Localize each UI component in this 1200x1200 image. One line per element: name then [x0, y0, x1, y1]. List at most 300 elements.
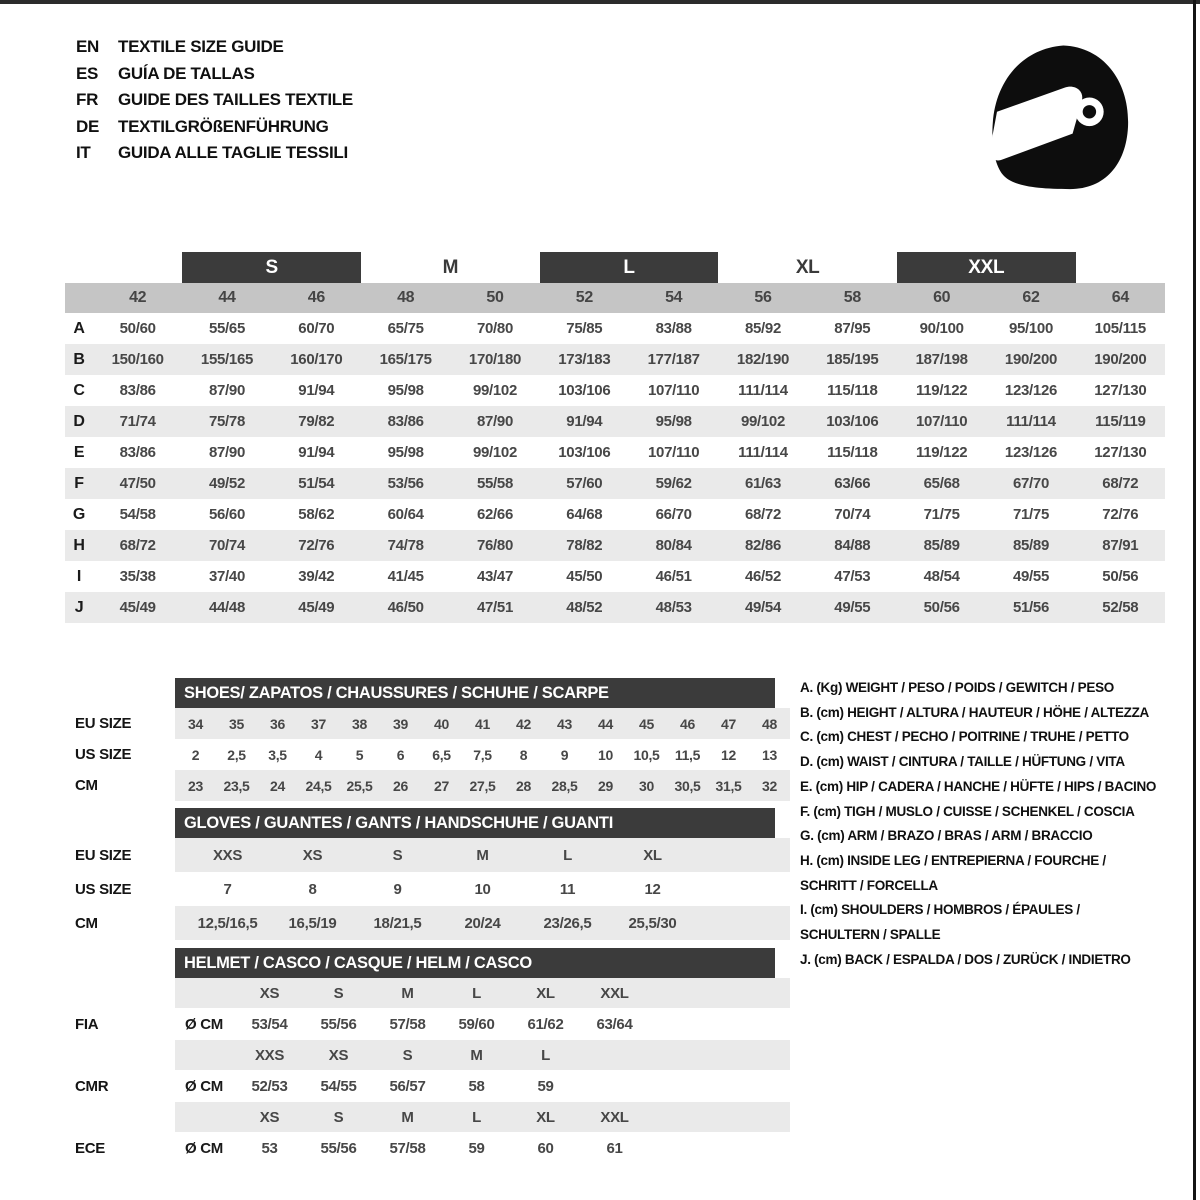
size-column-header: 60 — [933, 289, 951, 306]
size-column-header: 56 — [754, 289, 772, 306]
size-value: 16,5/19 — [288, 914, 337, 932]
helmet-size-value — [580, 1070, 649, 1102]
measurement-value: 61/63 — [744, 475, 782, 492]
helmet-size-label: S — [333, 1108, 344, 1126]
helmet-size-value: 56/57 — [389, 1077, 426, 1095]
table-row — [65, 344, 1165, 375]
size-value: XS — [302, 846, 323, 864]
row-values — [175, 1132, 790, 1164]
row-strip — [175, 708, 790, 739]
measurement-value: 71/75 — [923, 506, 960, 523]
row-key: D — [73, 412, 85, 430]
measurement-value: 37/40 — [208, 568, 246, 585]
helmet-size-label: L — [541, 1046, 550, 1064]
legend-line: B. (cm) HEIGHT / ALTURA / HAUTEUR / HÖHE / ALTEZZA — [800, 704, 1149, 720]
size-group-label: S — [182, 252, 361, 283]
measurement-value: 127/130 — [1094, 444, 1147, 461]
table-row — [65, 313, 1165, 344]
helmet-size-value: 53/54 — [251, 1015, 288, 1033]
row-key: G — [72, 505, 86, 523]
size-value: 10 — [474, 880, 491, 898]
size-group-label: L — [540, 252, 719, 283]
row-label: US SIZE — [75, 746, 132, 763]
size-value: 24 — [270, 777, 285, 794]
size-value: 32 — [762, 777, 777, 794]
measurement-value: 170/180 — [468, 351, 522, 368]
size-value: 46 — [680, 715, 695, 732]
size-value: 47 — [721, 715, 736, 732]
language-row — [76, 34, 353, 61]
size-value: 31,5 — [715, 777, 742, 794]
corner-spacer — [65, 283, 93, 313]
measurement-value: 49/54 — [744, 599, 782, 616]
measurement-value: 49/55 — [1012, 568, 1050, 585]
size-column-header: 52 — [575, 289, 593, 306]
row-key: C — [73, 381, 85, 399]
row-strip — [175, 770, 790, 801]
measurement-value: 76/80 — [476, 537, 514, 554]
row-values — [175, 1102, 790, 1132]
legend-line: SCHULTERN / SPALLE — [800, 927, 941, 943]
language-title-list — [76, 34, 353, 167]
row-values — [175, 872, 790, 906]
size-value: L — [563, 846, 572, 864]
measurement-value: 103/106 — [558, 382, 611, 399]
measurement-value: 99/102 — [472, 444, 518, 461]
measurement-value: 115/118 — [827, 444, 878, 461]
table-row — [65, 468, 1165, 499]
helmet-size-header-row — [65, 978, 1200, 1008]
size-group-header-row — [65, 252, 1165, 283]
legend-line: G. (cm) ARM / BRAZO / BRAS / ARM / BRACCIO — [800, 828, 1093, 844]
legend-line: C. (cm) CHEST / PECHO / POITRINE / TRUHE / PETTO — [800, 729, 1129, 745]
helmet-size-label: S — [333, 984, 344, 1002]
size-value: 42 — [516, 715, 531, 732]
size-value: 40 — [434, 715, 449, 732]
size-value: 6,5 — [432, 746, 451, 763]
size-value: 12 — [644, 880, 661, 898]
language-title: GUIDE DES TAILLES TEXTILE — [118, 90, 353, 110]
size-value: 37 — [311, 715, 326, 732]
size-value: 23/26,5 — [543, 914, 592, 932]
size-column-header: 64 — [1111, 289, 1129, 306]
measurement-value: 70/74 — [834, 506, 871, 523]
size-value: 27,5 — [469, 777, 496, 794]
measurement-value: 90/100 — [919, 320, 964, 337]
row-strip — [175, 1132, 790, 1164]
measurement-value: 91/94 — [298, 382, 335, 399]
size-value: 12 — [721, 746, 736, 763]
row-label: CM — [75, 777, 98, 794]
helmet-size-value: 57/58 — [389, 1139, 426, 1157]
size-value: 24,5 — [305, 777, 332, 794]
spacer — [175, 978, 235, 1008]
size-value: XL — [643, 846, 662, 864]
size-value: 43 — [557, 715, 572, 732]
size-value: 7,5 — [473, 746, 492, 763]
size-column-header: 46 — [307, 289, 325, 306]
measurement-value: 95/98 — [387, 444, 424, 461]
size-value: 35 — [229, 715, 244, 732]
helmet-size-label: XS — [259, 984, 280, 1002]
language-code: FR — [76, 90, 99, 110]
measurement-value: 62/66 — [476, 506, 514, 523]
helmet-size-label: XL — [536, 984, 555, 1002]
measurement-value: 55/58 — [476, 475, 514, 492]
legend-line: D. (cm) WAIST / CINTURA / TAILLE / HÜFTUNG / VITA — [800, 754, 1125, 770]
size-value: 10,5 — [633, 746, 660, 763]
textile-size-table — [65, 252, 1165, 623]
measurement-value: 99/102 — [472, 382, 518, 399]
numeric-size-header-row — [65, 283, 1165, 313]
measurement-value: 41/45 — [387, 568, 424, 585]
size-value: 38 — [352, 715, 367, 732]
measurement-value: 47/53 — [834, 568, 871, 585]
row-key: H — [73, 536, 85, 554]
measurement-value: 53/56 — [387, 475, 424, 492]
helmet-size-label: XS — [328, 1046, 349, 1064]
size-column-header: 62 — [1022, 289, 1040, 306]
row-values — [175, 1008, 790, 1040]
row-strip — [175, 906, 790, 940]
language-row — [76, 114, 353, 141]
measurement-value: 111/114 — [1006, 413, 1056, 430]
size-value: 25,5 — [346, 777, 373, 794]
size-value: 41 — [475, 715, 490, 732]
standard-label: FIA — [75, 1015, 99, 1033]
measurement-value: 39/42 — [298, 568, 335, 585]
size-column-header: 54 — [665, 289, 683, 306]
row-strip — [175, 838, 790, 872]
helmet-size-label: M — [470, 1046, 483, 1064]
size-column-header: 50 — [486, 289, 504, 306]
measurement-value: 49/52 — [208, 475, 246, 492]
measurement-value: 47/50 — [119, 475, 156, 492]
helmet-size-label: M — [401, 984, 414, 1002]
row-strip — [175, 1102, 790, 1132]
row-label: CM — [75, 914, 98, 932]
size-value: 27 — [434, 777, 449, 794]
helmet-size-value: 59/60 — [458, 1015, 495, 1033]
helmet-size-label: L — [472, 984, 481, 1002]
size-value: 4 — [314, 746, 323, 763]
size-value: 5 — [355, 746, 364, 763]
measurement-value: 107/110 — [648, 382, 700, 399]
measurement-value: 185/195 — [826, 351, 879, 368]
measurement-value: 83/86 — [119, 382, 156, 399]
size-value: 12,5/16,5 — [197, 914, 258, 932]
measurement-legend — [800, 676, 1200, 972]
size-value: 30 — [639, 777, 654, 794]
size-group-label: M — [442, 256, 459, 278]
measurement-value: 150/160 — [111, 351, 164, 368]
helmet-size-value: 58 — [468, 1077, 485, 1095]
size-value: 29 — [598, 777, 613, 794]
measurement-value: 75/85 — [566, 320, 603, 337]
size-value: 36 — [270, 715, 285, 732]
measurement-value: 48/53 — [655, 599, 692, 616]
measurement-value: 111/114 — [738, 444, 788, 461]
measurement-value: 177/187 — [647, 351, 700, 368]
measurement-value: 57/60 — [566, 475, 603, 492]
measurement-value: 155/165 — [200, 351, 254, 368]
table-row — [65, 592, 1165, 623]
legend-line: SCHRITT / FORCELLA — [800, 877, 938, 893]
measurement-value: 95/100 — [1008, 320, 1054, 337]
measurement-value: 80/84 — [655, 537, 692, 554]
helmet-size-value: 61/62 — [527, 1015, 564, 1033]
helmet-size-table — [65, 948, 1200, 1164]
size-value: 11,5 — [674, 746, 701, 763]
helmet-table-title-bar — [175, 948, 775, 978]
language-code: IT — [76, 143, 91, 163]
measurement-value: 60/70 — [298, 320, 335, 337]
size-value: 28 — [516, 777, 531, 794]
size-value: 7 — [223, 880, 232, 898]
measurement-value: 182/190 — [736, 351, 790, 368]
language-code: EN — [76, 37, 100, 57]
measurement-value: 190/200 — [1094, 351, 1147, 368]
table-row — [65, 375, 1165, 406]
legend-line: I. (cm) SHOULDERS / HOMBROS / ÉPAULES / — [800, 902, 1080, 918]
size-value: 13 — [762, 746, 777, 763]
measurement-value: 48/54 — [923, 568, 960, 585]
row-key: A — [73, 319, 85, 337]
helmet-size-label: S — [402, 1046, 413, 1064]
helmet-size-label: XS — [259, 1108, 280, 1126]
size-value: 45 — [639, 715, 654, 732]
measurement-rows — [65, 313, 1165, 623]
helmet-size-value: 52/53 — [251, 1077, 288, 1095]
size-value: 48 — [762, 715, 777, 732]
measurement-value: 115/118 — [827, 382, 878, 399]
measurement-value: 119/122 — [916, 382, 968, 399]
language-row — [76, 61, 353, 88]
row-label: EU SIZE — [75, 715, 132, 732]
measurement-value: 115/119 — [1095, 413, 1146, 430]
language-code: ES — [76, 63, 99, 83]
row-label: EU SIZE — [75, 846, 132, 864]
measurement-value: 91/94 — [566, 413, 603, 430]
size-value: 2 — [191, 746, 200, 763]
legend-line: A. (Kg) WEIGHT / PESO / POIDS / GEWITCH / PESO — [800, 680, 1114, 695]
size-value: 3,5 — [268, 746, 287, 763]
gloves-table-title: GLOVES / GUANTES / GANTS / HANDSCHUHE / GUANTI — [184, 813, 613, 832]
measurement-value: 83/86 — [119, 444, 156, 461]
row-values — [175, 708, 790, 739]
measurement-value: 50/60 — [119, 320, 156, 337]
measurement-value: 160/170 — [290, 351, 343, 368]
measurement-value: 65/75 — [387, 320, 424, 337]
measurement-value: 95/98 — [387, 382, 424, 399]
standard-label: ECE — [75, 1139, 105, 1157]
measurement-value: 83/86 — [387, 413, 424, 430]
measurement-value: 123/126 — [1004, 382, 1058, 399]
row-values — [175, 838, 790, 872]
racing-helmet-icon — [976, 30, 1144, 207]
helmet-size-value: 60 — [537, 1139, 554, 1157]
row-strip — [175, 872, 790, 906]
size-value: 20/24 — [464, 914, 501, 932]
size-value: 39 — [393, 715, 408, 732]
measurement-value: 51/56 — [1012, 599, 1050, 616]
measurement-value: 46/50 — [387, 599, 424, 616]
measurement-value: 43/47 — [476, 568, 514, 585]
measurement-value: 71/75 — [1012, 506, 1050, 523]
measurement-value: 82/86 — [744, 537, 782, 554]
measurement-value: 84/88 — [834, 537, 871, 554]
measurement-value: 70/80 — [476, 320, 514, 337]
helmet-size-label: XXL — [600, 984, 629, 1002]
row-values — [175, 1040, 790, 1070]
helmet-value-row — [65, 1132, 1200, 1164]
size-value: 28,5 — [551, 777, 578, 794]
row-strip — [175, 1040, 790, 1070]
measurement-value: 68/72 — [1102, 475, 1139, 492]
top-border-line — [0, 0, 1200, 4]
helmet-size-value: 59 — [537, 1077, 554, 1095]
measurement-value: 55/65 — [208, 320, 246, 337]
measurement-value: 107/110 — [916, 413, 968, 430]
row-values — [175, 1070, 790, 1102]
measurement-value: 54/58 — [119, 506, 156, 523]
row-label: US SIZE — [75, 880, 132, 898]
helmet-size-value: 54/55 — [320, 1077, 357, 1095]
measurement-value: 65/68 — [923, 475, 960, 492]
measurement-value: 45/49 — [298, 599, 335, 616]
measurement-value: 44/48 — [208, 599, 246, 616]
language-title: GUÍA DE TALLAS — [118, 63, 255, 83]
size-value: 9 — [560, 746, 569, 763]
measurement-value: 59/62 — [655, 475, 692, 492]
measurement-value: 87/90 — [208, 382, 246, 399]
measurement-value: 111/114 — [738, 382, 788, 399]
gloves-table-title-bar — [175, 808, 775, 838]
measurement-value: 68/72 — [744, 506, 782, 523]
measurement-value: 35/38 — [119, 568, 156, 585]
row-strip — [175, 978, 790, 1008]
row-strip — [175, 1008, 790, 1040]
measurement-value: 87/90 — [476, 413, 514, 430]
helmet-size-label: M — [401, 1108, 414, 1126]
size-value: XXS — [212, 846, 243, 864]
measurement-value: 52/58 — [1102, 599, 1139, 616]
helmet-value-row — [65, 1070, 1200, 1102]
measurement-value: 87/91 — [1102, 537, 1139, 554]
size-value: S — [392, 846, 403, 864]
unit-label: Ø CM — [185, 1139, 223, 1157]
measurement-value: 60/64 — [387, 506, 424, 523]
helmet-size-label: XXL — [600, 1108, 629, 1126]
measurement-value: 95/98 — [655, 413, 692, 430]
size-value: M — [476, 846, 489, 864]
helmet-size-label: XXS — [254, 1046, 285, 1064]
legend-line: E. (cm) HIP / CADERA / HANCHE / HÜFTE / HIPS / BACINO — [800, 778, 1157, 794]
measurement-value: 103/106 — [558, 444, 611, 461]
measurement-value: 123/126 — [1004, 444, 1058, 461]
measurement-value: 46/51 — [655, 568, 692, 585]
measurement-value: 79/82 — [298, 413, 335, 430]
measurement-value: 67/70 — [1012, 475, 1050, 492]
size-value: 9 — [393, 880, 402, 898]
measurement-value: 45/50 — [566, 568, 603, 585]
measurement-value: 64/68 — [566, 506, 603, 523]
measurement-value: 91/94 — [298, 444, 335, 461]
measurement-value: 103/106 — [826, 413, 879, 430]
measurement-value: 63/66 — [834, 475, 871, 492]
row-key: J — [74, 598, 84, 616]
measurement-value: 46/52 — [744, 568, 782, 585]
language-code: DE — [76, 116, 100, 136]
measurement-value: 71/74 — [119, 413, 156, 430]
language-row — [76, 87, 353, 114]
language-title: GUIDA ALLE TAGLIE TESSILI — [118, 143, 348, 163]
measurement-value: 85/92 — [744, 320, 782, 337]
helmet-size-value: 55/56 — [320, 1139, 357, 1157]
helmet-size-header-row — [65, 1102, 1200, 1132]
size-value: 25,5/30 — [628, 914, 677, 932]
helmet-size-value: 57/58 — [389, 1015, 426, 1033]
size-column-header: 42 — [129, 289, 147, 306]
helmet-size-label: L — [472, 1108, 481, 1126]
row-key: E — [73, 443, 85, 461]
measurement-value: 173/183 — [558, 351, 611, 368]
spacer — [175, 1040, 235, 1070]
size-column-header: 58 — [843, 289, 861, 306]
measurement-value: 190/200 — [1004, 351, 1058, 368]
size-value: 8 — [519, 746, 528, 763]
row-values — [175, 978, 790, 1008]
size-value: 8 — [308, 880, 317, 898]
legend-line: H. (cm) INSIDE LEG / ENTREPIERNA / FOURCHE / — [800, 852, 1106, 868]
language-title: TEXTILE SIZE GUIDE — [118, 37, 284, 57]
table-row — [65, 530, 1165, 561]
language-title: TEXTILGRÖßENFÜHRUNG — [118, 116, 329, 136]
size-column-header: 44 — [218, 289, 236, 306]
size-value: 6 — [396, 746, 405, 763]
row-values — [175, 770, 790, 801]
measurement-value: 85/89 — [923, 537, 960, 554]
spacer — [175, 1102, 235, 1132]
measurement-value: 83/88 — [655, 320, 692, 337]
measurement-value: 165/175 — [379, 351, 432, 368]
size-value: 44 — [598, 715, 613, 732]
size-value: 23 — [188, 777, 203, 794]
measurement-value: 87/95 — [834, 320, 871, 337]
helmet-size-header-row — [65, 1040, 1200, 1070]
helmet-size-value: 61 — [606, 1139, 623, 1157]
table-row — [65, 406, 1165, 437]
row-key: I — [76, 567, 82, 585]
measurement-value: 119/122 — [916, 444, 968, 461]
size-group-label: XXL — [897, 252, 1076, 283]
size-value: 10 — [598, 746, 613, 763]
size-value: 26 — [393, 777, 408, 794]
measurement-value: 187/198 — [915, 351, 968, 368]
shoes-table-title: SHOES/ ZAPATOS / CHAUSSURES / SCHUHE / SCARPE — [184, 683, 609, 702]
unit-label: Ø CM — [185, 1077, 223, 1095]
size-value: 34 — [188, 715, 203, 732]
row-key: F — [74, 474, 84, 492]
helmet-size-value: 63/64 — [596, 1015, 633, 1033]
helmet-size-label: XL — [536, 1108, 555, 1126]
measurement-value: 58/62 — [298, 506, 335, 523]
size-group-label: XL — [795, 256, 820, 278]
measurement-value: 56/60 — [208, 506, 246, 523]
size-value: 2,5 — [227, 746, 246, 763]
measurement-value: 74/78 — [387, 537, 424, 554]
measurement-value: 50/56 — [1102, 568, 1139, 585]
